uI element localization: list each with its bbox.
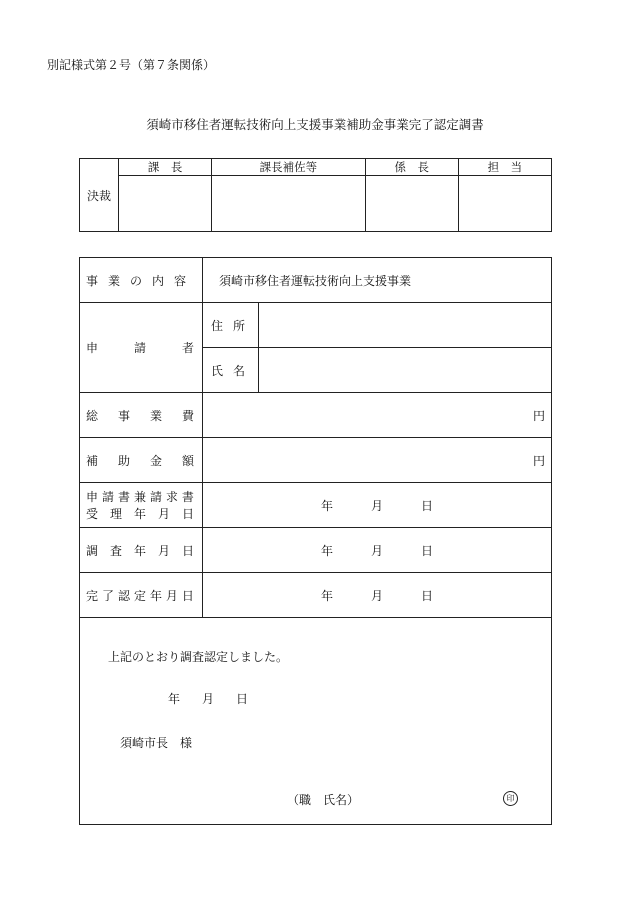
project-label: 事 業 の 内 容 [80,258,203,303]
row-receipt-date [80,483,552,528]
certification-cell [80,618,552,825]
name-field[interactable] [259,348,552,393]
applicant-label: 申 請 者 [80,303,203,393]
total-cost-label: 総 事 業 費 [80,393,203,438]
completion-date-label: 完 了 認 定 年 月 日 [80,573,203,618]
name-label: 氏 名 [203,348,259,393]
addressee: 須崎市長 様 [120,736,193,750]
row-subsidy [80,438,552,483]
form-number: 別記様式第２号（第７条関係） [47,58,216,72]
row-completion-date [80,573,552,618]
total-cost-yen: 円 [532,408,545,423]
address-field[interactable] [259,303,552,348]
total-cost-field[interactable] [203,393,552,438]
row-total-cost [80,393,552,438]
document-title: 須崎市移住者運転技術向上支援事業補助金事業完了認定調書 [146,117,484,132]
approval-box-subsection-chief[interactable] [365,176,458,232]
certification-date[interactable]: 年 月 日 [168,692,249,706]
address-label: 住 所 [203,303,259,348]
approval-table [79,158,552,232]
approval-box-staff[interactable] [458,176,551,232]
approval-header-staff: 担 当 [458,159,551,176]
receipt-date-field[interactable]: 年 月 日 [203,483,552,528]
approval-side-label: 決裁 [80,159,119,232]
row-project [80,258,552,303]
survey-date-label: 調 査 年 月 日 [80,528,203,573]
row-survey-date [80,528,552,573]
approval-box-section-chief[interactable] [119,176,212,232]
approval-header-section-chief: 課 長 [119,159,212,176]
row-certification [80,618,552,825]
project-value: 須崎市移住者運転技術向上支援事業 [203,258,552,303]
main-table [79,257,552,825]
survey-date-field[interactable]: 年 月 日 [203,528,552,573]
approval-header-subsection-chief: 係 長 [365,159,458,176]
row-applicant-address [80,303,552,348]
approval-header-deputy: 課長補佐等 [212,159,366,176]
subsidy-yen: 円 [532,453,545,468]
approval-box-deputy[interactable] [212,176,366,232]
seal-icon: 印 [503,791,518,806]
official-name-label: （職 氏名） [287,793,360,807]
certification-statement: 上記のとおり調査認定しました。 [108,650,289,664]
receipt-date-label: 申 請 書 兼 請 求 書 受 理 年 月 日 [80,483,203,528]
subsidy-label: 補 助 金 額 [80,438,203,483]
completion-date-field[interactable]: 年 月 日 [203,573,552,618]
subsidy-field[interactable] [203,438,552,483]
